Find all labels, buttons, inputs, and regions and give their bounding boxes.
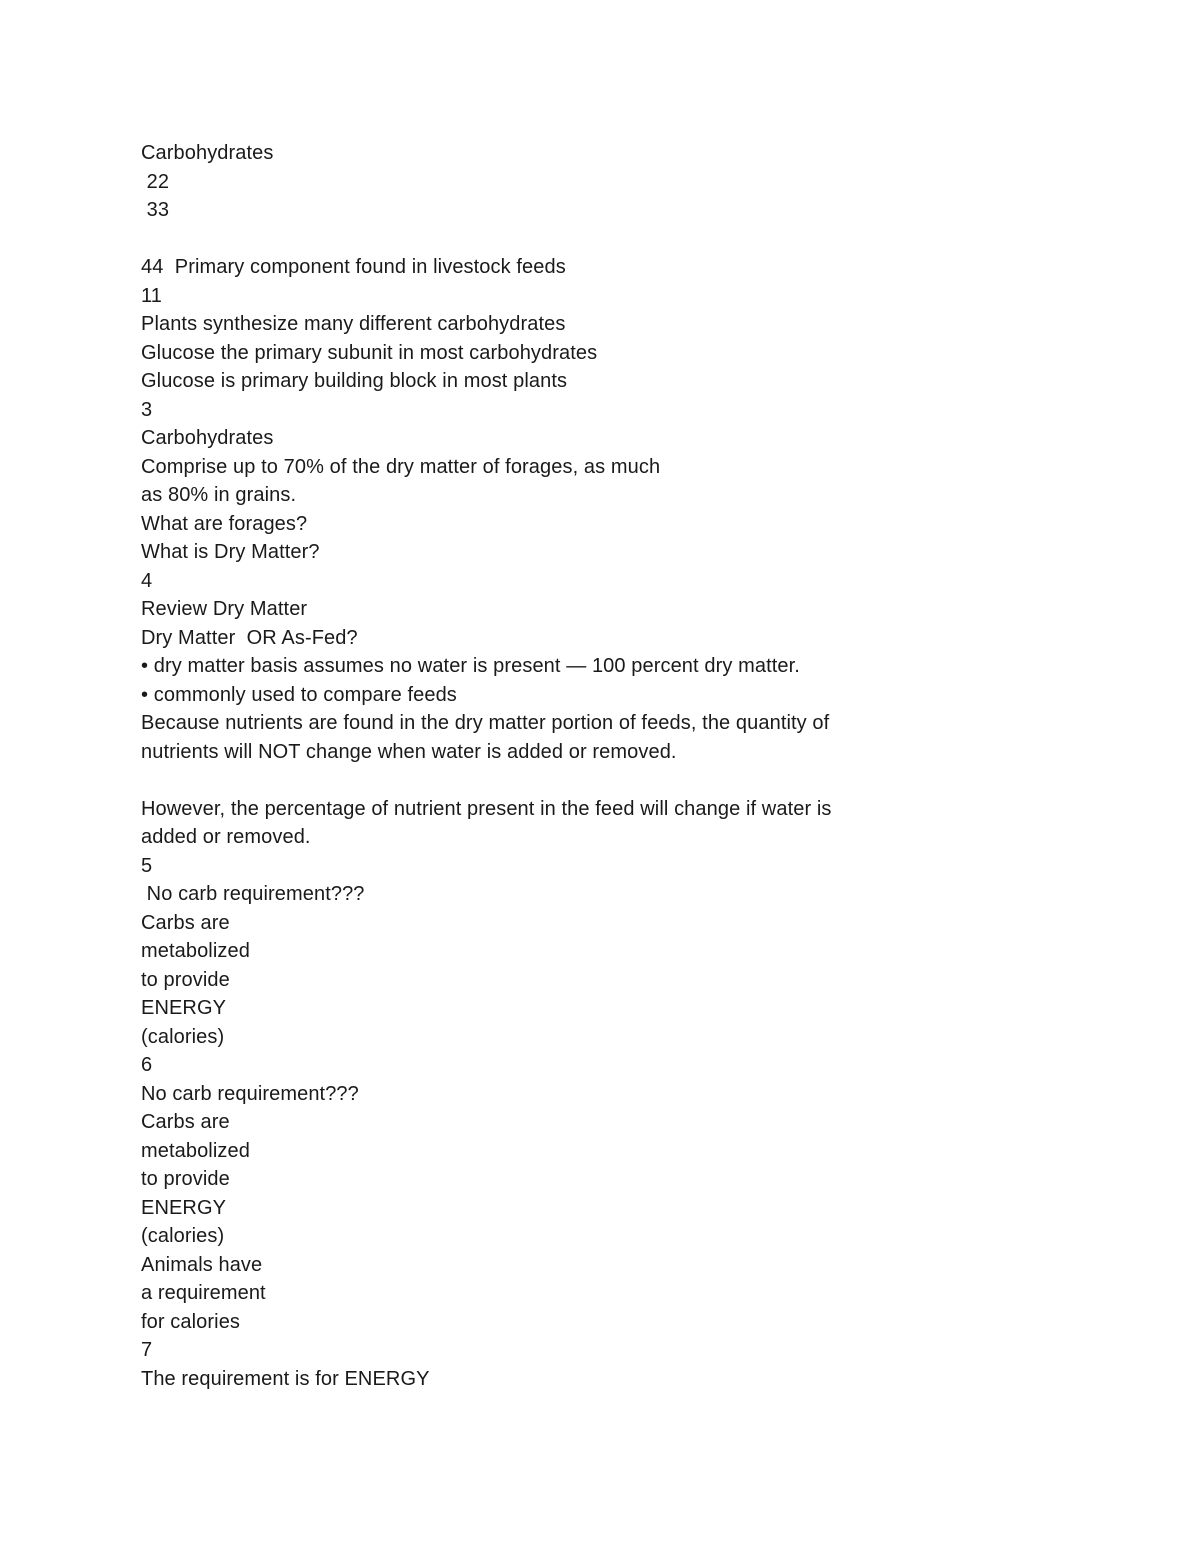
text-line: for calories — [141, 1310, 241, 1333]
text-line: The requirement is for ENERGY — [141, 1367, 430, 1390]
bullet-line: • commonly used to compare feeds — [141, 683, 457, 706]
slide-number: 11 — [141, 284, 162, 307]
slide-number: 7 — [141, 1339, 153, 1361]
text-line: as 80% in grains. — [141, 484, 297, 506]
text-line: (calories) — [141, 1025, 225, 1048]
bullet-line: • dry matter basis assumes no water is present — 100 percent dry matter. — [141, 655, 800, 677]
text-line: to provide — [141, 1168, 230, 1190]
text-line: No carb requirement??? — [141, 1082, 359, 1105]
text-line: ENERGY — [141, 997, 227, 1019]
text-line: ENERGY — [141, 1196, 227, 1219]
text-line: Plants synthesize many different carbohydrates — [141, 313, 566, 335]
slide-number: 4 — [141, 569, 153, 592]
text-line: (calories) — [141, 1225, 225, 1247]
document-text — [141, 139, 901, 1393]
text-line: Carbohydrates — [141, 427, 274, 449]
text-line: What is Dry Matter? — [141, 541, 320, 563]
text-line: added or removed. — [141, 826, 311, 848]
slide-number: 6 — [141, 1054, 153, 1076]
text-line: metabolized — [141, 1139, 250, 1162]
text-line: to provide — [141, 968, 230, 991]
blank-line — [141, 225, 901, 254]
slide-number: 3 — [141, 398, 153, 421]
text-line: Review Dry Matter — [141, 598, 308, 620]
text-line: Because nutrients are found in the dry matter portion of feeds, the quantity of — [141, 712, 830, 734]
text-line: metabolized — [141, 940, 250, 962]
blank-line — [141, 766, 901, 795]
slide-number: 5 — [141, 854, 153, 877]
text-line: Carbs are — [141, 1111, 230, 1133]
text-line: However, the percentage of nutrient present in the feed will change if water is — [141, 797, 832, 820]
text-line: No carb requirement??? — [141, 883, 365, 905]
slide-number: 33 — [141, 199, 170, 221]
text-line: Glucose is primary building block in most plants — [141, 370, 568, 392]
text-line: Dry Matter OR As-Fed? — [141, 626, 358, 649]
text-line: Glucose the primary subunit in most carbohydrates — [141, 341, 598, 364]
text-line: Animals have — [141, 1253, 263, 1276]
text-line: 44 Primary component found in livestock feeds — [141, 256, 566, 278]
text-line: Comprise up to 70% of the dry matter of forages, as much — [141, 455, 661, 478]
text-line: What are forages? — [141, 512, 308, 535]
text-line: nutrients will NOT change when water is added or removed. — [141, 740, 677, 763]
heading-carbohydrates: Carbohydrates — [141, 142, 274, 164]
text-line: a requirement — [141, 1282, 266, 1304]
text-line: Carbs are — [141, 911, 230, 934]
slide-number: 22 — [141, 170, 170, 193]
